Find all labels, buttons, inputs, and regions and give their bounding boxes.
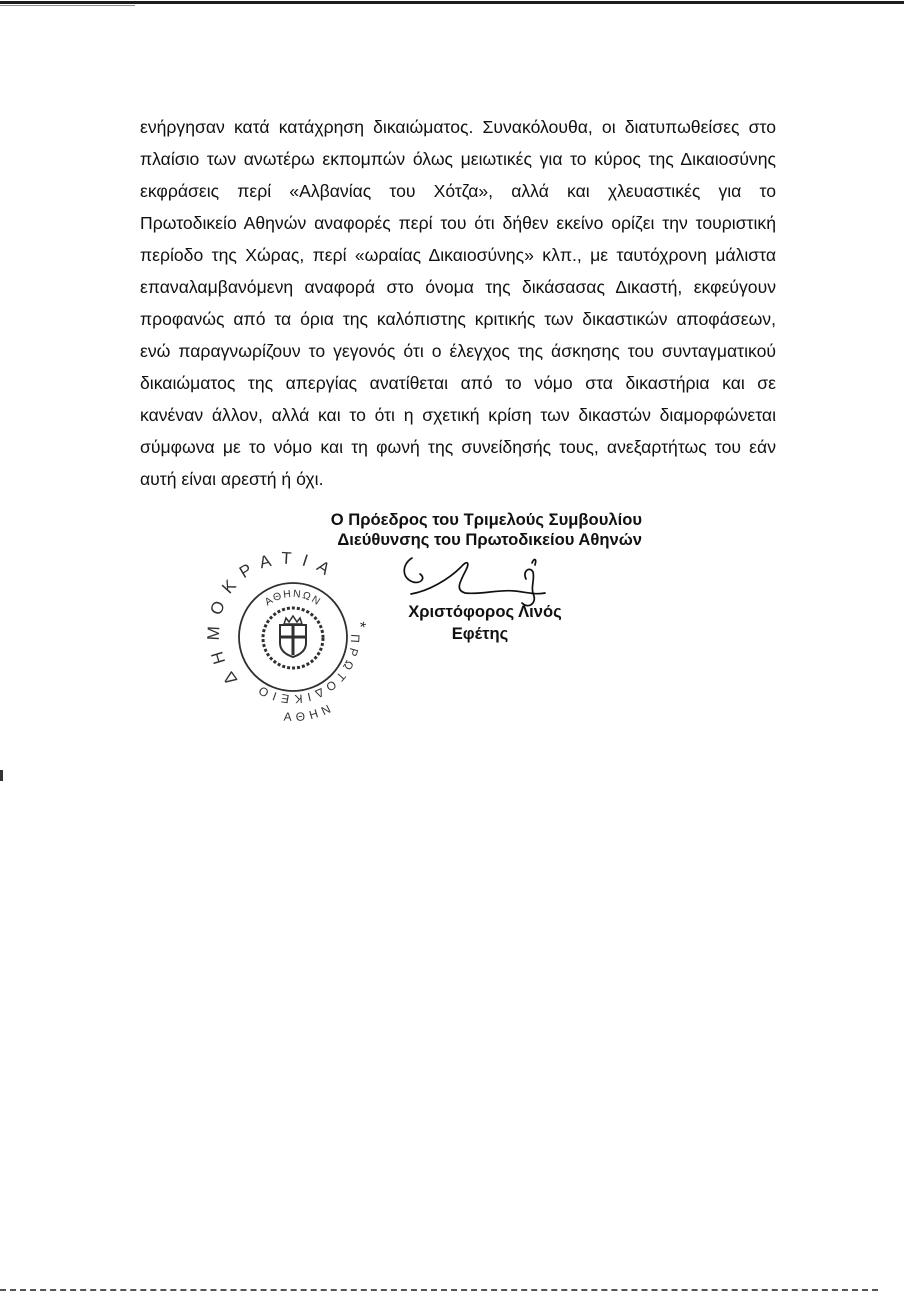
body-line: Πρωτοδικείο Αθηνών αναφορές περί του ότι δήθεν εκείνο ορίζει την τουριστική	[140, 213, 776, 233]
body-line-last: αυτή είναι αρεστή ή όχι.	[140, 469, 324, 489]
body-line: πλαίσιο των ανωτέρω εκπομπών όλως μειωτικές για το κύρος της Δικαιοσύνης	[140, 149, 776, 169]
signatory-name: Χριστόφορος Λινός	[408, 602, 562, 621]
stamp-ring-text: ΠΡΩΤΟΔΙΚΕΙΟ	[252, 633, 363, 707]
body-line: εκφράσεις περί «Αλβανίας του Χότζα», αλλά και χλευαστικές για το	[140, 181, 776, 201]
scan-edge-top-shadow	[0, 5, 135, 6]
body-line: προφανώς από τα όρια της καλόπιστης κριτικής των δικαστικών αποφάσεων,	[140, 309, 776, 329]
scan-edge-bottom	[0, 1289, 878, 1291]
body-line: σύμφωνα με το νόμο και τη φωνή της συνείδησής τους, ανεξαρτήτως του εάν	[140, 437, 776, 457]
greek-coat-of-arms-icon	[263, 608, 323, 668]
stamp-inner-text: ΑΘΗΝΩΝ	[262, 587, 324, 609]
stamp-outer-text: ΔΗΜΟΚΡΑΤΙΑ	[203, 548, 342, 689]
stamp-star: *	[350, 621, 369, 629]
stamp-bottom-text: ΑΘΗΝ	[283, 699, 338, 725]
signature-titles	[280, 510, 642, 550]
body-paragraph	[140, 111, 776, 495]
body-line: δικαιώματος της απεργίας ανατίθεται από το νόμο στα δικαστήρια και σε	[140, 373, 776, 393]
body-line: κανέναν άλλον, αλλά και το ότι η σχετική κρίση των δικαστών διαμορφώνεται	[140, 405, 776, 425]
body-line: περίοδο της Χώρας, περί «ωραίας Δικαιοσύνης» κλπ., με ταυτόχρονη μάλιστα	[140, 245, 776, 265]
signatory-rank: Εφέτης	[451, 624, 509, 643]
scan-edge-left-mark	[0, 770, 3, 781]
official-stamp	[198, 545, 390, 740]
signature-title-line: Διεύθυνσης του Πρωτοδικείου Αθηνών	[337, 530, 642, 549]
body-line: ενώ παραγνωρίζουν το γεγονός ότι ο έλεγχος της άσκησης του συνταγματικού	[140, 341, 776, 361]
body-line: ενήργησαν κατά κατάχρηση δικαιώματος. Συνακόλουθα, οι διατυπωθείσες στο	[140, 117, 776, 137]
scan-edge-top	[0, 1, 904, 4]
signature-title-line: Ο Πρόεδρος του Τριμελούς Συμβουλίου	[330, 510, 642, 529]
body-line: επαναλαμβανόμενη αναφορά στο όνομα της δικάσασας Δικαστή, εκφεύγουν	[140, 277, 776, 297]
